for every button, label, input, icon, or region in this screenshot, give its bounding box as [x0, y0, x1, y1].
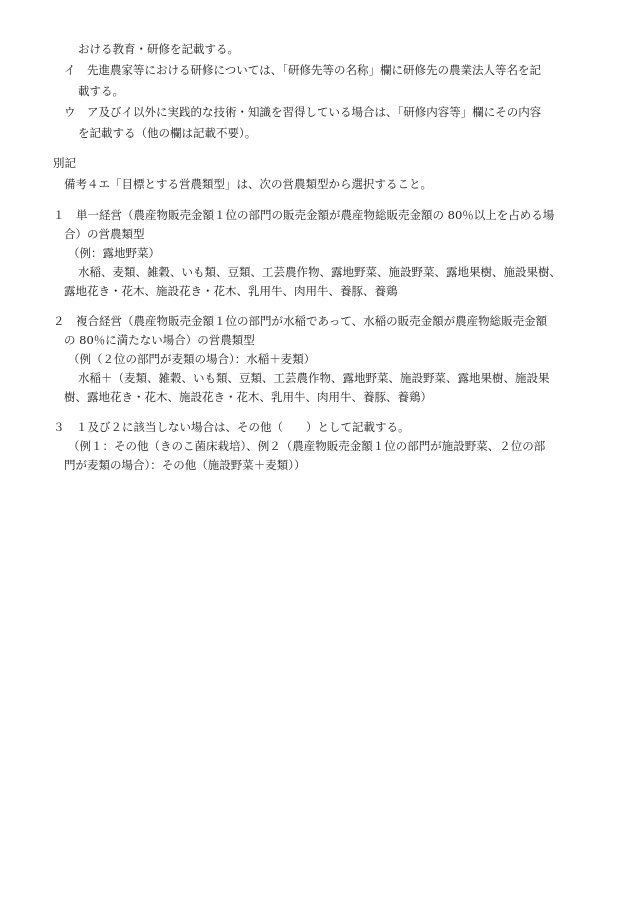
- text-line: 水稲、麦類、雑穀、いも類、豆類、工芸農作物、露地野菜、施設野菜、露地果樹、施設果樹、: [78, 265, 561, 279]
- text-line: 合）の営農類型: [64, 227, 145, 241]
- section-heading: 別記: [53, 156, 76, 170]
- text-line: の 80％に満たない場合）の営農類型: [64, 333, 255, 347]
- text-line: を記載する（他の欄は記載不要）。: [78, 126, 257, 140]
- text-line: 樹、露地花き・花木、施設花き・花木、乳用牛、肉用牛、養豚、養鶏）: [64, 390, 432, 404]
- text-line: 門が麦類の場合）：その他（施設野菜＋麦類））: [64, 458, 306, 472]
- text-line: （例１：その他（きのこ菌床栽培）、例２（農産物販売金額１位の部門が施設野菜、２位の部: [68, 439, 546, 453]
- text-line: 露地花き・花木、施設花き・花木、乳用牛、肉用牛、養豚、養鶏: [64, 284, 398, 298]
- text-line: 載する。: [78, 84, 124, 98]
- text-line: 水稲＋（麦類、雑穀、いも類、豆類、工芸農作物、露地野菜、施設野菜、露地果樹、施設果: [78, 371, 550, 385]
- list-item-heading: １ 単一経営（農産物販売金額１位の部門の販売金額が農産物総販売金額の 80％以上を占める場: [53, 208, 555, 222]
- list-item-heading: ２ 複合経営（農産物販売金額１位の部門が水稲であって、水稲の販売金額が農産物総販売金額: [53, 314, 548, 328]
- text-line: ウ ア及びイ以外に実践的な技術・知識を習得している場合は、「研修内容等」欄にその内容: [64, 105, 542, 119]
- list-item-heading: ３ １及び２に該当しない場合は、その他（ ）として記載する。: [53, 420, 410, 434]
- text-line: （例：露地野菜）: [68, 246, 160, 260]
- text-line: おける教育・研修を記載する。: [78, 42, 239, 56]
- text-line: 備考４エ「目標とする営農類型」は、次の営農類型から選択すること。: [64, 177, 432, 191]
- text-line: （例（２位の部門が麦類の場合）：水稲＋麦類）: [68, 352, 316, 366]
- text-line: イ 先進農家等における研修については、「研修先等の名称」欄に研修先の農業法人等名を記: [64, 63, 542, 77]
